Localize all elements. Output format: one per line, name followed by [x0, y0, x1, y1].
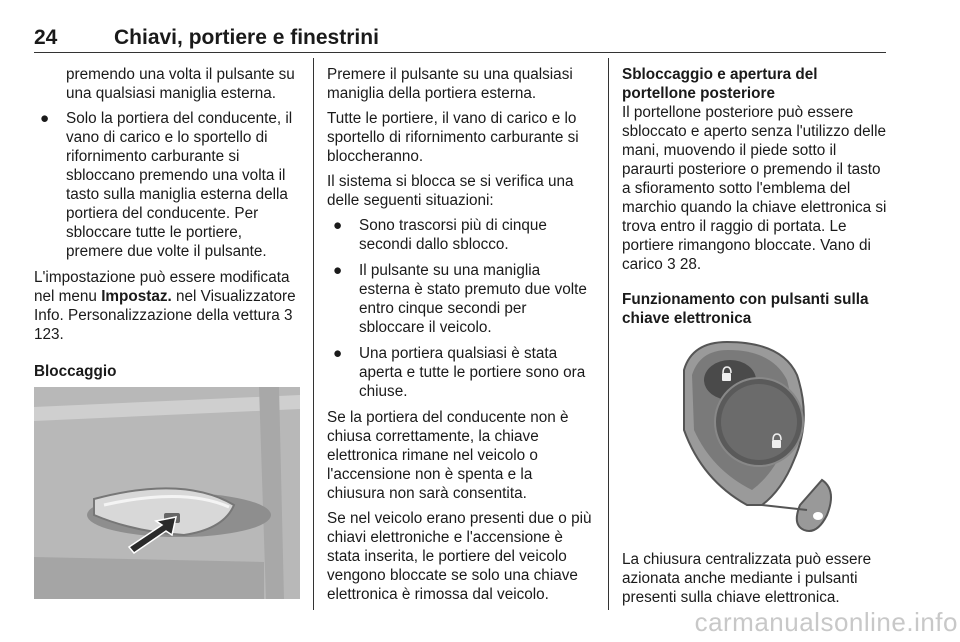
- bullet-text: Solo la portiera del conducente, il vano di carico e lo sportello di rifornimento carburante si sbloccano premendo una volta il tasto sulla maniglia esterna della portiera del conducente. Per sbloccare tutte le portiere, premere due volte il pulsante.: [66, 110, 293, 260]
- tailgate-text: Il portellone posteriore può essere sbloccato e aperto senza l'utilizzo delle mani, muovendo il piede sotto il paraurti posteriore o premendo il tasto a sfioramento sotto l'emblema del marchio quando la chiave elettronica si trova entro il raggio di portata. Le portiere rimangono bloccate. Vano di carico: [622, 104, 887, 273]
- column-3: [622, 65, 888, 328]
- bullet-text: Sono trascorsi più di cinque secondi dallo sblocco.: [359, 217, 547, 253]
- chapter-title: Chiavi, portiere e finestrini: [114, 26, 379, 49]
- column-1: [34, 65, 300, 381]
- electronic-key-illustration: [622, 330, 888, 542]
- section-heading-key-buttons: Funzionamento con pulsanti sulla chiave elettronica: [622, 291, 869, 327]
- settings-text-a: L'impostazione può essere modificata nel menu: [34, 269, 290, 305]
- key-caption: La chiusura centralizzata può essere azionata anche mediante i pulsanti presenti sulla chiave elettronica.: [622, 551, 872, 606]
- paragraph: Tutte le portiere, il vano di carico e lo sportello di rifornimento carburante si bloccheranno.: [327, 110, 579, 165]
- page-number: 24: [34, 26, 58, 49]
- paragraph: Il sistema si blocca se si verifica una delle seguenti situazioni:: [327, 173, 574, 209]
- settings-text-b: nel Visualizzatore Info. Personalizzazione della vettura: [34, 288, 296, 324]
- bullet-icon: ●: [333, 217, 343, 234]
- column-2: [327, 65, 593, 610]
- bullet-icon: ●: [40, 110, 50, 127]
- settings-paragraph: [34, 268, 300, 344]
- list-item: [327, 261, 593, 337]
- bullet-text: Una portiera qualsiasi è stata aperta e tutte le portiere sono ora chiuse.: [359, 345, 586, 400]
- bullet-text: Il pulsante su una maniglia esterna è stato premuto due volte entro cinque secondi per sbloccare il veicolo.: [359, 262, 587, 336]
- list-item: [34, 109, 300, 261]
- column-separator-1: [313, 58, 314, 610]
- paragraph: Se la portiera del conducente non è chiusa correttamente, la chiave elettronica rimane nel veicolo o l'accensione non è spenta e la chiusura non sarà consentita.: [327, 409, 569, 502]
- section-heading-tailgate: Sbloccaggio e apertura del portellone posteriore: [622, 66, 818, 102]
- page-header: [34, 22, 886, 53]
- paragraph: Premere il pulsante su una qualsiasi maniglia della portiera esterna.: [327, 66, 573, 102]
- page-ref-icon: 3: [284, 307, 293, 324]
- tailgate-paragraph: [622, 103, 888, 274]
- menu-name: Impostaz.: [101, 288, 172, 305]
- section-heading-bloccaggio: Bloccaggio: [34, 363, 117, 380]
- bullet-icon: ●: [333, 262, 343, 279]
- page-ref-link[interactable]: 123.: [34, 326, 64, 343]
- watermark: carmanualsonline.info: [694, 607, 958, 637]
- list-item: [327, 216, 593, 254]
- bullet-icon: ●: [333, 345, 343, 362]
- column-separator-2: [608, 58, 609, 610]
- door-handle-illustration: [34, 387, 300, 599]
- list-item: [327, 344, 593, 401]
- paragraph: Se nel veicolo erano presenti due o più chiavi elettroniche e l'accensione è stata inserita, le portiere del veicolo vengono bloccate se solo una chiave elettronica è rimossa dal veicolo.: [327, 510, 592, 603]
- page-ref-icon: 3: [667, 256, 676, 273]
- page-ref-link[interactable]: 28.: [679, 256, 702, 273]
- intro-paragraph: premendo una volta il pulsante su una qualsiasi maniglia esterna.: [66, 66, 295, 102]
